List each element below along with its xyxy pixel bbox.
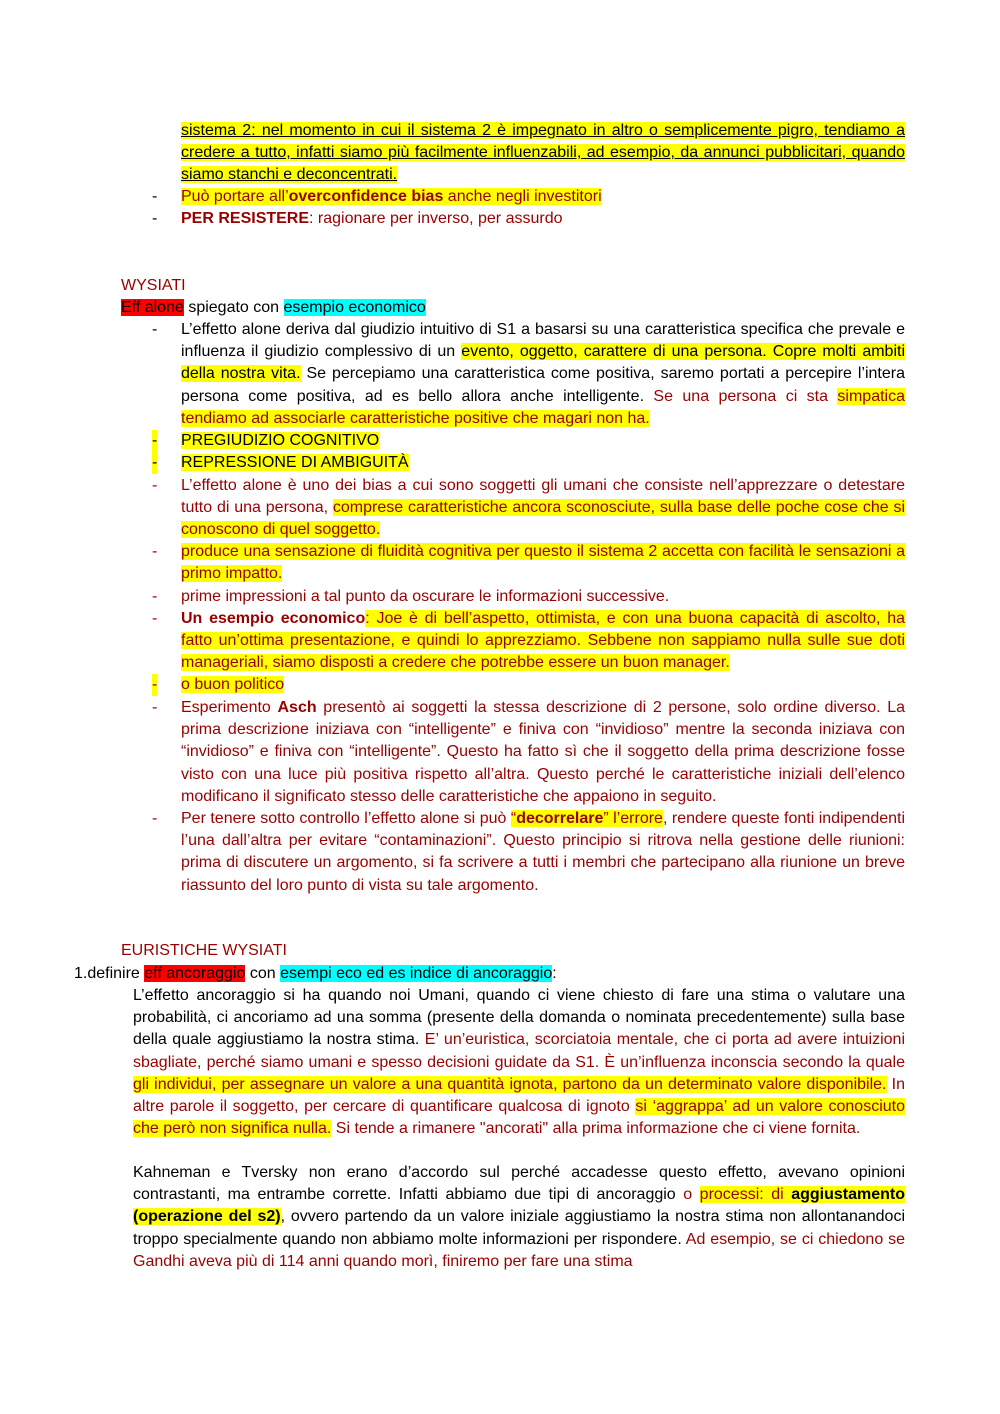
section-heading-euristiche: EURISTICHE WYSIATI: [121, 942, 287, 959]
bold-text: PER RESISTERE: [181, 210, 310, 227]
list-item-repressione: REPRESSIONE DI AMBIGUITÀ: [181, 454, 409, 471]
bullet-dash: -: [152, 430, 157, 452]
highlighted-underlined-text: sistema 2: nel momento in cui il sistema 2 è impegnato in altro o semplicemente pigro, tendiamo a credere a tutto, infatti siamo più facilmente influenzabili, ad esempio, da annunci pubblicitari, quando siamo stanchi e deconcentrati.: [181, 122, 905, 184]
bold-text: Asch: [277, 699, 317, 716]
question-ancoraggio: 1.definire eff ancoraggio con esempi eco ed es indice di ancoraggio:: [74, 965, 557, 982]
bullet-dash: -: [152, 210, 158, 227]
paragraph-sistema-2: [181, 120, 905, 187]
bold-text: overconfidence bias: [288, 188, 444, 205]
list-item-effetto-alone-definizione: L’effetto alone deriva dal giudizio intuitivo di S1 a basarsi su una caratteristica specifica che prevale e influenza il giudizio complessivo di un evento, oggetto, carattere di una persona. Copre molti ambiti della nostra vita. Se percepiamo una caratteristica come positiva, saremo portati a percepire l’intera persona come positiva, ad es bello allora anche intelligente. Se una persona ci sta simpatica tendiamo ad associarle caratteristiche positive che magari non ha.: [181, 321, 905, 427]
list-item-fluidita: produce una sensazione di fluidità cognitiva per questo il sistema 2 accetta con facilità le sensazioni a primo impatto.: [181, 543, 905, 583]
bold-text: Un esempio economico: [181, 610, 366, 627]
bullet-dash: -: [152, 674, 157, 696]
list-item-pregiudizio: PREGIUDIZIO COGNITIVO: [181, 432, 380, 449]
bullet-dash: -: [152, 477, 158, 494]
list-item-prime-impressioni: prime impressioni a tal punto da oscurare le informazioni successive.: [181, 588, 670, 605]
bullet-dash: -: [152, 452, 157, 474]
list-item-esperimento-asch: Esperimento Asch presentò ai soggetti la stessa descrizione di 2 persone, solo ordine diverso. La prima descrizione iniziava con “intelligente” e finiva con “invidioso” mentre la seconda iniziava con “invidioso” e finiva con “intelligente”. Questo ha fatto sì che il soggetto della prima descrizione fosse visto con una luce più positiva rispetto all’altra. Questo perché le caratteristiche iniziali dell’elenco modificano il significato stesso delle caratteristiche che appaiono in seguito.: [181, 699, 906, 805]
section-heading-wysiati: WYSIATI: [121, 277, 186, 294]
bold-text: decorrelare: [516, 810, 604, 827]
bullet-dash: -: [152, 188, 158, 205]
bold-text: aggiustamento (operazione del s2): [133, 1186, 906, 1226]
bullet-dash: -: [152, 543, 158, 560]
list-item-esempio-economico: Un esempio economico: Joe è di bell’aspetto, ottimista, e con una buona capacità di ascolto, ha fatto un’ottima presentazione, e quindi lo apprezziamo. Sebbene non sappiamo nulla sulle sue doti manageriali, siamo disposti a credere che potrebbe essere un buon manager.: [181, 610, 906, 672]
subheading-eff-alone: Eff alone spiegato con esempio economico: [121, 299, 426, 316]
bullet-dash: -: [152, 321, 158, 338]
bullet-dash: -: [152, 699, 158, 716]
list-item-bias-umani: L’effetto alone è uno dei bias a cui sono soggetti gli umani che consiste nell’apprezzare o detestare tutto di una persona, comprese caratteristiche ancora sconosciute, sulla base delle poche cose che si conoscono di quel soggetto.: [181, 477, 905, 539]
paragraph-effetto-ancoraggio: L’effetto ancoraggio si ha quando noi Umani, quando ci viene chiesto di fare una stima o valutare una probabilità, ci ancoriamo ad una somma (presente della domanda o nominata precedentemente) sulla base della quale aggiustiamo la nostra stima. E’ un’euristica, scorciatoia mentale, che ci porta ad avere intuizioni sbagliate, perché siamo umani e spesso decisioni guidate da S1. È un’influenza inconscia secondo la quale gli individui, per assegnare un valore a una quantità ignota, partono da un determinato valore disponibile. In altre parole il soggetto, per cercare di quantificare qualcosa di ignoto si ‘aggrappa’ ad un valore conosciuto che però non significa nulla. Si tende a rimanere "ancorati" alla prima informazione che ci viene fornita.: [133, 987, 906, 1138]
list-item-per-resistere: PER RESISTERE: ragionare per inverso, per assurdo: [181, 210, 563, 227]
list-item-overconfidence: Può portare all’overconfidence bias anche negli investitori: [181, 188, 602, 205]
list-item-buon-politico: o buon politico: [181, 676, 285, 693]
list-item-decorrelare: Per tenere sotto controllo l’effetto alone si può “decorrelare” l’errore, rendere queste fonti indipendenti l’una dall’altra per evitare “contaminazioni”. Questo principio si ritrova nella gestione delle riunioni: prima di discutere un argomento, si fa scrivere a tutti i membri che partecipano alla riunione un breve riassunto del loro punto di vista su tale argomento.: [181, 810, 906, 894]
paragraph-kahneman-tversky: Kahneman e Tversky non erano d’accordo sul perché accadesse questo effetto, avevano opinioni contrastanti, ma entrambe corrette. Infatti abbiamo due tipi di ancoraggio o processi: di aggiustamento (operazione del s2), ovvero partendo da un valore iniziale aggiustiamo la nostra stima non allontanandoci troppo specialmente quando non abbiamo molte informazioni per rispondere. Ad esempio, se ci chiedono se Gandhi aveva più di 114 anni quando morì, finiremo per fare una stima: [133, 1164, 906, 1270]
bullet-dash: -: [152, 810, 158, 827]
bullet-dash: -: [152, 610, 158, 627]
bullet-dash: -: [152, 588, 158, 605]
